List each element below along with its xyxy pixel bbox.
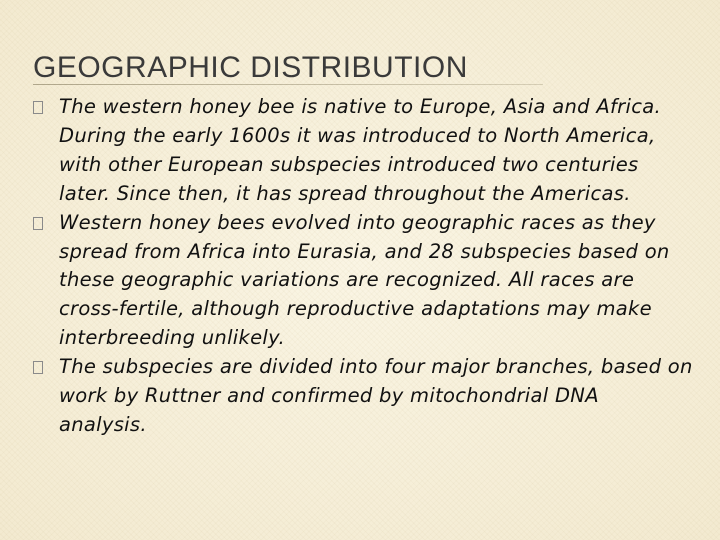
square-bullet-icon <box>33 217 43 230</box>
bullet-item <box>33 353 693 440</box>
square-bullet-icon <box>33 361 43 374</box>
title-underline <box>33 84 543 85</box>
bullet-text: The western honey bee is native to Europe, Asia and Africa. During the early 1600s it was introduced to North America, with other European subspecies introduced two centuries later. Since then, it has spread throughout the Americas. <box>59 95 661 205</box>
square-bullet-icon <box>33 101 43 114</box>
bullet-item <box>33 93 693 209</box>
slide-title: GEOGRAPHIC DISTRIBUTION <box>33 51 468 84</box>
bullet-text: The subspecies are divided into four major branches, based on work by Ruttner and confirmed by mitochondrial DNA analysis. <box>59 355 693 436</box>
bullet-item <box>33 209 693 354</box>
bullet-list <box>33 93 693 440</box>
bullet-text: Western honey bees evolved into geographic races as they spread from Africa into Eurasia, and 28 subspecies based on these geographic variations are recognized. All races are cross-fertile, although reproductive adaptations may make interbreeding unlikely. <box>59 210 670 350</box>
